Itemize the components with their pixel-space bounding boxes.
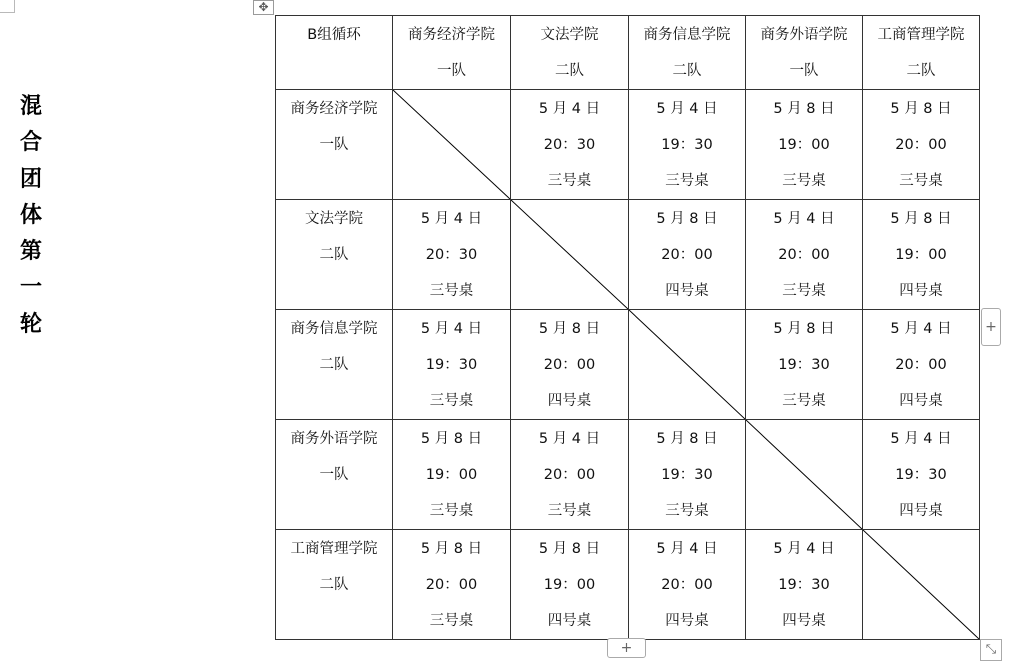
match-cell[interactable] bbox=[863, 200, 980, 310]
row-header[interactable] bbox=[276, 310, 393, 420]
match-table: 四号桌 bbox=[899, 503, 943, 519]
match-time: 20：00 bbox=[543, 467, 596, 483]
match-table: 三号桌 bbox=[782, 283, 826, 299]
match-date: 5 月 4 日 bbox=[656, 101, 718, 117]
match-cell[interactable] bbox=[393, 530, 511, 640]
column-header-line: 二队 bbox=[672, 63, 702, 79]
row-header-line: 一队 bbox=[319, 467, 349, 483]
row-header-line: 商务经济学院 bbox=[290, 101, 378, 117]
match-date: 5 月 4 日 bbox=[538, 101, 601, 117]
match-cell[interactable] bbox=[393, 420, 511, 530]
match-cell[interactable] bbox=[746, 310, 863, 420]
diagonal-empty-cell[interactable] bbox=[863, 530, 980, 640]
match-table: 四号桌 bbox=[782, 613, 826, 629]
row-header[interactable] bbox=[276, 420, 393, 530]
diagonal-empty-cell[interactable] bbox=[746, 420, 863, 530]
column-header-line: 文法学院 bbox=[540, 27, 599, 43]
match-table: 四号桌 bbox=[899, 393, 943, 409]
match-cell[interactable] bbox=[629, 90, 746, 200]
match-table: 三号桌 bbox=[782, 393, 826, 409]
column-header[interactable] bbox=[393, 16, 511, 90]
row-header-line: 商务外语学院 bbox=[290, 431, 378, 447]
diagonal-empty-cell[interactable] bbox=[629, 310, 746, 420]
table-row bbox=[276, 90, 980, 200]
column-header-line: 商务经济学院 bbox=[408, 27, 495, 43]
match-date: 5 月 8 日 bbox=[420, 431, 483, 447]
row-header[interactable] bbox=[276, 200, 393, 310]
match-cell[interactable] bbox=[746, 90, 863, 200]
row-header-line: 商务信息学院 bbox=[290, 321, 378, 337]
column-header-line: 商务信息学院 bbox=[643, 27, 731, 43]
match-time: 20：00 bbox=[895, 357, 947, 373]
column-header-line: 一队 bbox=[789, 63, 819, 79]
match-time: 20：00 bbox=[425, 577, 478, 593]
table-resize-handle-icon[interactable]: ⤡ bbox=[980, 639, 1002, 661]
match-table: 三号桌 bbox=[429, 503, 474, 519]
match-date: 5 月 8 日 bbox=[538, 541, 601, 557]
match-table: 四号桌 bbox=[547, 613, 592, 629]
match-cell[interactable] bbox=[511, 90, 629, 200]
match-table: 三号桌 bbox=[665, 173, 709, 189]
match-time: 19：30 bbox=[778, 577, 830, 593]
match-date: 5 月 4 日 bbox=[656, 541, 718, 557]
side-title-char: 一 bbox=[19, 274, 42, 301]
column-header[interactable] bbox=[746, 16, 863, 90]
match-cell[interactable] bbox=[511, 310, 629, 420]
match-date: 5 月 4 日 bbox=[890, 321, 952, 337]
match-time: 20：30 bbox=[425, 247, 478, 263]
match-cell[interactable] bbox=[746, 200, 863, 310]
match-date: 5 月 8 日 bbox=[773, 321, 835, 337]
row-header-line: 二队 bbox=[319, 577, 349, 593]
column-header-line: 商务外语学院 bbox=[760, 27, 848, 43]
match-date: 5 月 4 日 bbox=[420, 211, 483, 227]
match-date: 5 月 8 日 bbox=[538, 321, 601, 337]
match-time: 19：30 bbox=[778, 357, 830, 373]
diagonal-slash bbox=[863, 530, 979, 639]
column-header-line: 工商管理学院 bbox=[877, 27, 965, 43]
match-date: 5 月 8 日 bbox=[656, 211, 718, 227]
side-title-char: 体 bbox=[19, 201, 42, 228]
side-title-char: 混 bbox=[19, 93, 42, 119]
row-header[interactable] bbox=[276, 90, 393, 200]
diagonal-empty-cell[interactable] bbox=[393, 90, 511, 200]
table-row bbox=[276, 200, 980, 310]
match-cell[interactable] bbox=[629, 530, 746, 640]
match-cell[interactable] bbox=[746, 530, 863, 640]
corner-label: B组循环 bbox=[307, 27, 361, 43]
side-title-char: 团 bbox=[19, 165, 42, 192]
match-date: 5 月 4 日 bbox=[890, 431, 952, 447]
side-title-char: 合 bbox=[19, 129, 42, 156]
match-date: 5 月 8 日 bbox=[890, 211, 952, 227]
row-header-line: 工商管理学院 bbox=[290, 541, 378, 557]
match-time: 19：00 bbox=[425, 467, 478, 483]
match-table: 四号桌 bbox=[665, 283, 709, 299]
match-table: 三号桌 bbox=[547, 173, 592, 189]
match-date: 5 月 8 日 bbox=[420, 541, 483, 557]
match-time: 19：00 bbox=[778, 137, 830, 153]
match-table: 三号桌 bbox=[429, 283, 474, 299]
match-cell[interactable] bbox=[393, 200, 511, 310]
match-cell[interactable] bbox=[511, 420, 629, 530]
match-table: 三号桌 bbox=[665, 503, 709, 519]
match-cell[interactable] bbox=[393, 310, 511, 420]
match-time: 20：00 bbox=[895, 137, 947, 153]
diagonal-slash bbox=[393, 90, 510, 199]
row-header-line: 二队 bbox=[319, 247, 349, 263]
match-time: 19：00 bbox=[543, 577, 596, 593]
match-cell[interactable] bbox=[629, 200, 746, 310]
match-table: 四号桌 bbox=[547, 393, 592, 409]
row-header-line: 文法学院 bbox=[305, 211, 363, 227]
column-header[interactable] bbox=[511, 16, 629, 90]
match-table: 三号桌 bbox=[547, 503, 592, 519]
match-date: 5 月 4 日 bbox=[773, 211, 835, 227]
diagonal-empty-cell[interactable] bbox=[511, 200, 629, 310]
column-header[interactable] bbox=[629, 16, 746, 90]
add-column-button[interactable]: + bbox=[981, 308, 1001, 346]
match-time: 20：30 bbox=[543, 137, 596, 153]
row-header[interactable] bbox=[276, 530, 393, 640]
match-date: 5 月 4 日 bbox=[538, 431, 601, 447]
match-time: 20：00 bbox=[661, 247, 713, 263]
column-header-line: 二队 bbox=[906, 63, 936, 79]
match-time: 19：30 bbox=[661, 467, 713, 483]
match-time: 20：00 bbox=[543, 357, 596, 373]
side-title-char: 第 bbox=[19, 238, 42, 265]
diagonal-slash bbox=[629, 310, 745, 419]
match-cell[interactable] bbox=[863, 310, 980, 420]
diagonal-slash bbox=[746, 420, 862, 529]
match-time: 19：00 bbox=[895, 247, 947, 263]
match-table: 三号桌 bbox=[429, 613, 474, 629]
table-row bbox=[276, 420, 980, 530]
match-time: 19：30 bbox=[661, 137, 713, 153]
side-title bbox=[14, 88, 48, 342]
match-cell[interactable] bbox=[863, 90, 980, 200]
add-row-button[interactable]: + bbox=[607, 638, 646, 658]
row-header-line: 一队 bbox=[319, 137, 349, 153]
match-time: 19：30 bbox=[425, 357, 478, 373]
column-header-line: 一队 bbox=[437, 63, 466, 79]
page-corner-mark bbox=[0, 0, 15, 13]
match-time: 19：30 bbox=[895, 467, 947, 483]
row-header-line: 二队 bbox=[319, 357, 349, 373]
table-row bbox=[276, 530, 980, 640]
match-table: 四号桌 bbox=[899, 283, 943, 299]
match-cell[interactable] bbox=[629, 420, 746, 530]
match-table: 三号桌 bbox=[429, 393, 474, 409]
match-date: 5 月 4 日 bbox=[773, 541, 835, 557]
side-title-char: 轮 bbox=[19, 310, 42, 337]
match-table: 三号桌 bbox=[899, 173, 943, 189]
match-table: 三号桌 bbox=[782, 173, 826, 189]
corner-cell[interactable] bbox=[276, 16, 393, 90]
match-time: 20：00 bbox=[778, 247, 830, 263]
match-date: 5 月 4 日 bbox=[420, 321, 483, 337]
header-row bbox=[276, 16, 980, 90]
match-date: 5 月 8 日 bbox=[890, 101, 952, 117]
match-cell[interactable] bbox=[863, 420, 980, 530]
match-cell[interactable] bbox=[511, 530, 629, 640]
match-time: 20：00 bbox=[661, 577, 713, 593]
diagonal-slash bbox=[511, 200, 628, 309]
column-header-line: 二队 bbox=[555, 63, 584, 79]
table-row bbox=[276, 310, 980, 420]
match-table: 四号桌 bbox=[665, 613, 709, 629]
match-date: 5 月 8 日 bbox=[773, 101, 835, 117]
match-date: 5 月 8 日 bbox=[656, 431, 718, 447]
round-robin-table bbox=[275, 15, 980, 640]
table-move-handle-icon[interactable]: ✥ bbox=[253, 0, 274, 15]
column-header[interactable] bbox=[863, 16, 980, 90]
